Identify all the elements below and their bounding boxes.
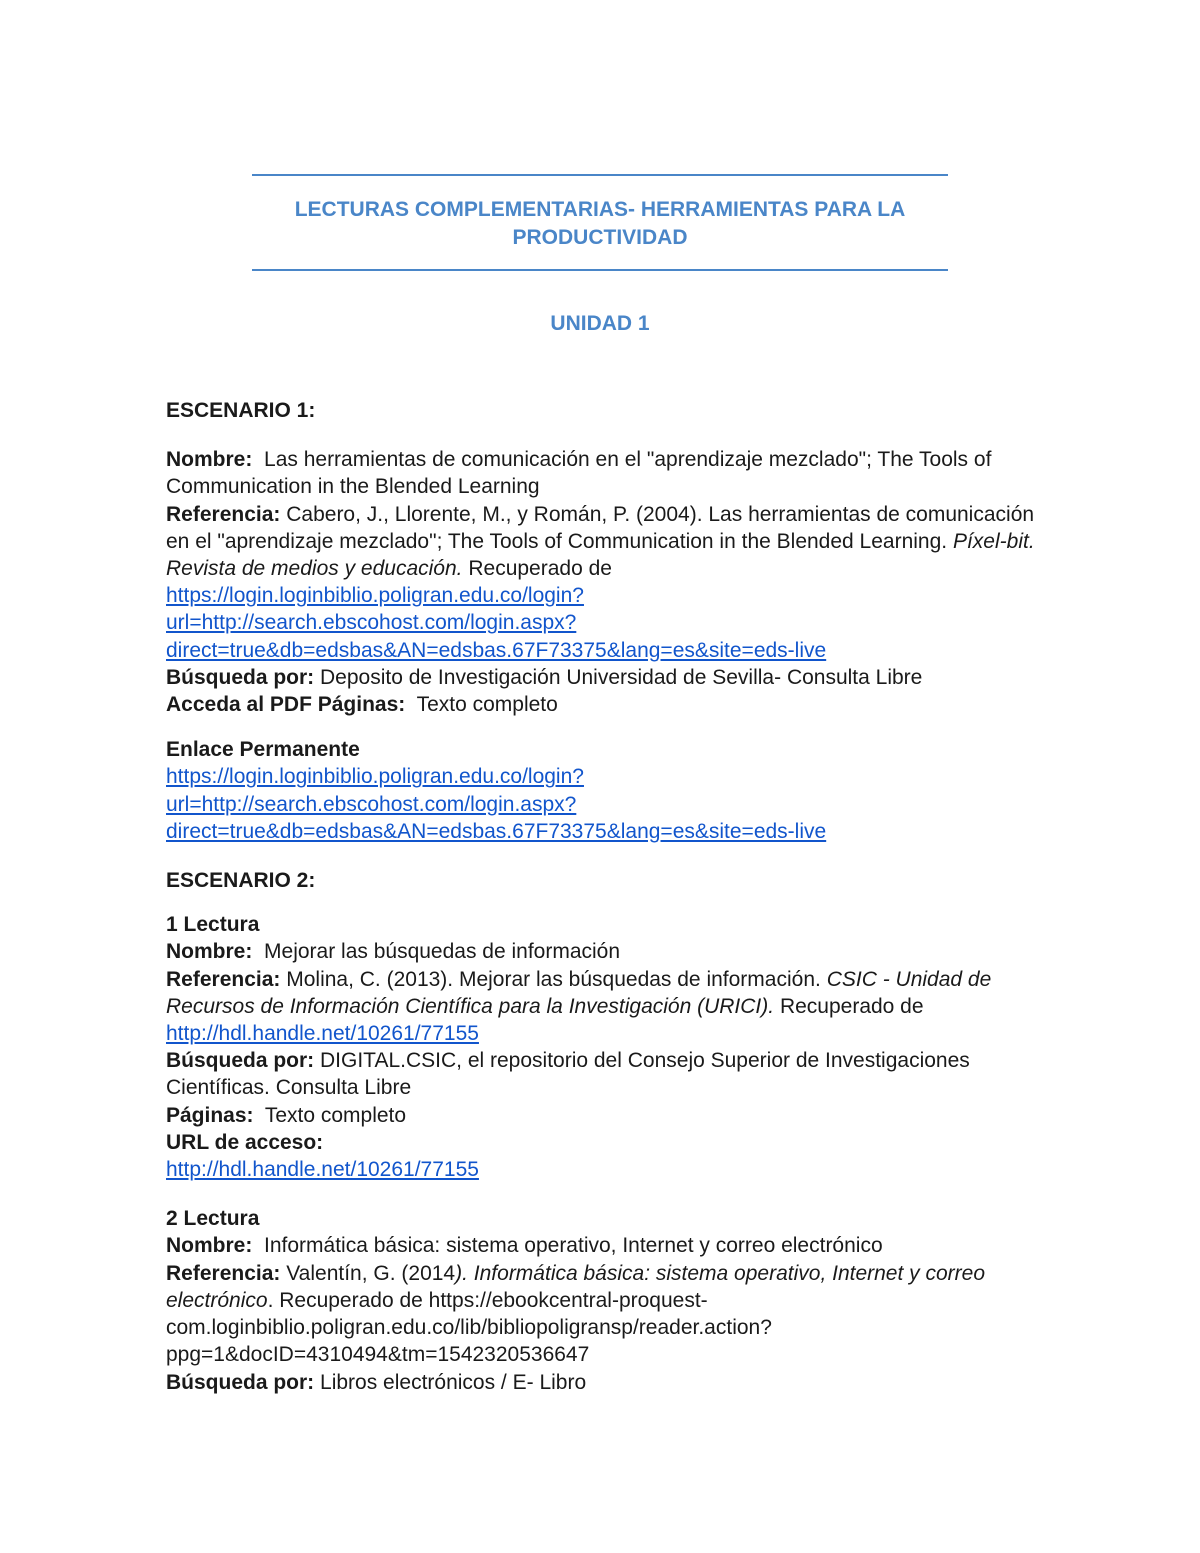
lectura1-nombre: Nombre: Mejorar las búsquedas de información	[166, 940, 621, 964]
permalink-url-line1[interactable]: https://login.loginbiblio.poligran.edu.co/login?	[166, 765, 584, 789]
page-title-line1: LECTURAS COMPLEMENTARIAS- HERRAMIENTAS PARA LA	[294, 198, 906, 221]
reference-url-line3[interactable]: direct=true&db=edsbas&AN=edsbas.67F73375&lang=es&site=eds-live	[166, 638, 827, 662]
lectura2-referencia: Referencia: Valentín, G. (2014). Informática básica: sistema operativo, Internet y correo electrónico. Recuperado de https://ebookcentral-proquest- com.loginbiblio.poligran.edu.co/lib/bibliopoligransp/reader.action? ppg=1&docID=4310494&tm=1542320536647	[166, 1261, 986, 1367]
page-title-line2: PRODUCTIVIDAD	[512, 226, 688, 249]
lectura1-url[interactable]	[166, 1156, 1036, 1183]
scenario1-reference-link[interactable]	[166, 582, 1036, 664]
lectura2-nombre: Nombre: Informática básica: sistema operativo, Internet y correo electrónico	[166, 1234, 883, 1258]
unit-heading: UNIDAD 1	[550, 312, 650, 335]
scenario1-heading: ESCENARIO 1:	[166, 399, 316, 422]
scenario1-pdf: Acceda al PDF Páginas: Texto completo	[166, 693, 558, 717]
permalink-url-line3[interactable]: direct=true&db=edsbas&AN=edsbas.67F73375&lang=es&site=eds-live	[166, 819, 827, 843]
reference-url-line1[interactable]: https://login.loginbiblio.poligran.edu.co/login?	[166, 584, 584, 608]
lectura2-busqueda: Búsqueda por: Libros electrónicos / E- Libro	[166, 1370, 587, 1394]
scenario1-busqueda: Búsqueda por: Deposito de Investigación Universidad de Sevilla- Consulta Libre	[166, 665, 923, 689]
permalink-url-line2[interactable]: url=http://search.ebscohost.com/login.aspx?	[166, 792, 577, 816]
lectura1-busqueda: Búsqueda por: DIGITAL.CSIC, el repositorio del Consejo Superior de Investigaciones Científicas. Consulta Libre	[166, 1049, 970, 1100]
scenario1-nombre: Nombre: Las herramientas de comunicación en el "aprendizaje mezclado"; The Tools of Communication in the Blended Learning	[166, 448, 992, 499]
reference-url-line2[interactable]: url=http://search.ebscohost.com/login.aspx?	[166, 611, 577, 635]
lectura1-access-link[interactable]: http://hdl.handle.net/10261/77155	[166, 1158, 479, 1182]
lectura1-referencia: Referencia: Molina, C. (2013). Mejorar las búsquedas de información. CSIC - Unidad de Recursos de Información Científica para la Investigación (URICI). Recuperado de http://hdl.handle.net/10261/77155	[166, 967, 992, 1046]
lectura2-heading: 2 Lectura	[166, 1207, 260, 1231]
scenario1-enlace-label: Enlace Permanente	[166, 738, 360, 762]
lectura1-reference-link[interactable]: http://hdl.handle.net/10261/77155	[166, 1022, 479, 1046]
scenario2-heading: ESCENARIO 2:	[166, 869, 316, 893]
lectura1-paginas: Páginas: Texto completo	[166, 1103, 407, 1127]
lectura1-url-label: URL de acceso:	[166, 1130, 324, 1154]
lectura1-heading: 1 Lectura	[166, 913, 260, 937]
page-title	[252, 196, 948, 252]
title-top-rule	[252, 174, 948, 176]
scenario1-enlace-link[interactable]	[166, 763, 1036, 845]
title-bottom-rule	[252, 269, 948, 271]
document-body	[166, 397, 1036, 1396]
scenario1-referencia: Referencia: Cabero, J., Llorente, M., y Román, P. (2004). Las herramientas de comunicación en el "aprendizaje mezclado"; The Tools of Communication in the Blended Learning. Píxel-bit. Revista de medios y educación. Recuperado de	[166, 502, 1035, 581]
